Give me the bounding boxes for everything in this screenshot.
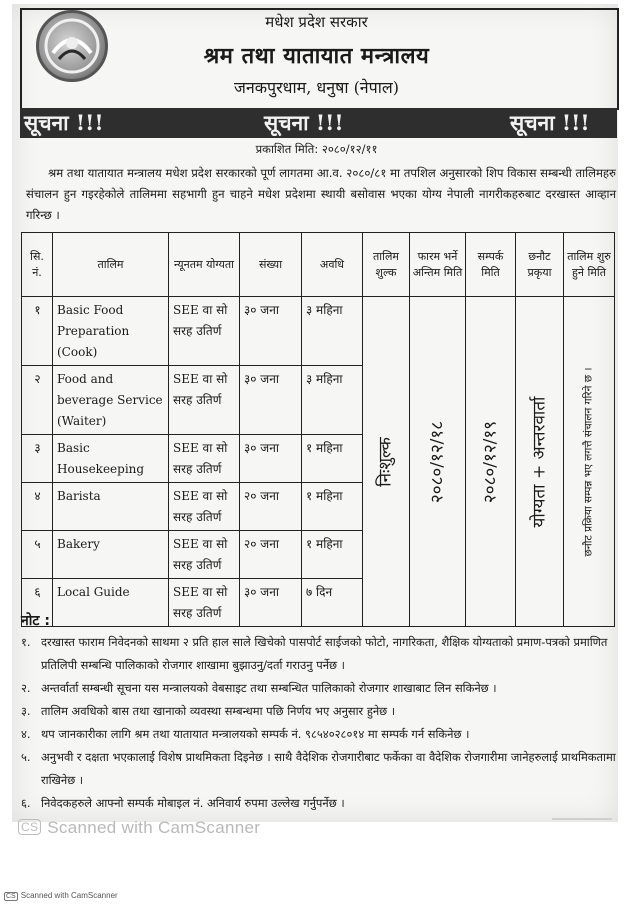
footer-watermark-text: Scanned with CamScanner bbox=[20, 891, 118, 900]
row-seats: ३० जना bbox=[240, 435, 302, 483]
note-text: थप जानकारीका लागि श्रम तथा यातायात मन्त्रालयको सम्पर्क नं. ९८५४०२८०१४ मा सम्पर्क गर्न सकिनेछ । bbox=[41, 727, 470, 741]
ministry-name: श्रम तथा यातायात मन्त्रालय bbox=[203, 43, 430, 69]
government-name: मधेश प्रदेश सरकार bbox=[265, 13, 368, 31]
notice-banner bbox=[20, 108, 617, 138]
col-header-deadline: फारम भर्ने अन्तिम मिति bbox=[410, 233, 466, 297]
row-sn: ३ bbox=[22, 435, 53, 483]
note-item bbox=[21, 792, 616, 815]
start-date-value: छनौट प्रक्रिया सम्पन्न भए लगत्तै संचालन गरिने छ । bbox=[582, 367, 595, 556]
row-sn: ५ bbox=[22, 531, 53, 579]
selection-cell bbox=[516, 297, 564, 627]
notes-title: नोट : bbox=[21, 613, 50, 629]
note-item bbox=[21, 746, 616, 792]
row-sn: २ bbox=[22, 366, 53, 435]
published-date: प्रकाशित मिति: २०८०/१२/११ bbox=[255, 142, 378, 156]
col-header-qualification: न्यूनतम योग्यता bbox=[169, 233, 240, 297]
note-number: २. bbox=[21, 681, 31, 695]
row-duration: ३ महिना bbox=[302, 366, 363, 435]
row-qualification: SEE वा सो सरह उतिर्ण bbox=[169, 531, 240, 579]
camscanner-watermark bbox=[18, 818, 260, 838]
col-header-seats: संख्या bbox=[240, 233, 302, 297]
row-training: Food and beverage Service (Waiter) bbox=[53, 366, 169, 435]
camscanner-small-logo-icon: CS bbox=[6, 893, 16, 900]
note-text: अन्तर्वार्ता सम्बन्धी सूचना यस मन्त्रालयको वेबसाइट तथा सम्बन्धित पालिकाको रोजगार शाखाबाट लिन सकिनेछ । bbox=[41, 681, 497, 695]
row-sn: ६ bbox=[22, 579, 53, 627]
note-item bbox=[21, 700, 616, 723]
row-duration: १ महिना bbox=[302, 531, 363, 579]
notes-list bbox=[21, 631, 616, 815]
note-item bbox=[21, 677, 616, 700]
contact-date-cell bbox=[466, 297, 516, 627]
row-qualification: SEE वा सो सरह उतिर्ण bbox=[169, 366, 240, 435]
row-seats: २० जना bbox=[240, 483, 302, 531]
row-seats: ३० जना bbox=[240, 579, 302, 627]
row-qualification: SEE वा सो सरह उतिर्ण bbox=[169, 579, 240, 627]
deadline-cell bbox=[410, 297, 466, 627]
table-row bbox=[22, 297, 615, 366]
row-training: Bakery bbox=[53, 531, 169, 579]
row-sn: ४ bbox=[22, 483, 53, 531]
col-header-contact-date: सम्पर्क मिति bbox=[466, 233, 516, 297]
row-qualification: SEE वा सो सरह उतिर्ण bbox=[169, 297, 240, 366]
ministry-address: जनकपुरधाम, धनुषा (नेपाल) bbox=[233, 78, 400, 97]
intro-paragraph: श्रम तथा यातायात मन्त्रालय मधेश प्रदेश सरकारको पूर्ण लागतमा आ.व. २०८०/८१ मा तपशिल अनुसारको शिप विकास सम्बन्धी तालिमहरु संचालन हुन गइरहेकोले तालिममा सहभागी हुन चाहने मधेश प्रदेशमा स्थायी बसोवास भएका योग्य नेपाली नागरीकहरुबाट दरखास्त आव्हान गरिन्छ । bbox=[26, 166, 616, 222]
row-duration: ७ दिन bbox=[302, 579, 363, 627]
row-seats: ३० जना bbox=[240, 366, 302, 435]
fee-value: निःशुल्क bbox=[375, 436, 396, 487]
row-training: Basic Food Preparation (Cook) bbox=[53, 297, 169, 366]
note-text: दरखास्त फाराम निवेदनको साथमा २ प्रति हाल साले खिचेको पासपोर्ट साईजको फोटो, नागरिकता, शैक्षिक योग्यताको प्रमाण-पत्रको प्रमाणित प्रतिलिपी सम्बन्धि पालिकाको रोजगार शाखामा बुझाउनु/दर्ता गराउनु पर्नेछ । bbox=[41, 635, 608, 672]
row-sn: १ bbox=[22, 297, 53, 366]
footer-watermark bbox=[4, 891, 118, 901]
col-header-duration: अवधि bbox=[302, 233, 363, 297]
training-table bbox=[21, 232, 615, 627]
camscanner-logo-icon: CS bbox=[18, 819, 41, 835]
row-training: Barista bbox=[53, 483, 169, 531]
note-item bbox=[21, 631, 616, 677]
selection-value: योग्यता + अन्तरवार्ता bbox=[529, 396, 549, 527]
notice-label-center: सूचना !!! bbox=[262, 108, 346, 138]
note-number: ४. bbox=[21, 727, 31, 741]
note-number: ६. bbox=[21, 796, 31, 810]
row-seats: ३० जना bbox=[240, 297, 302, 366]
start-date-cell bbox=[564, 297, 615, 627]
col-header-training: तालिम bbox=[53, 233, 169, 297]
row-training: Basic Housekeeping bbox=[53, 435, 169, 483]
row-qualification: SEE वा सो सरह उतिर्ण bbox=[169, 483, 240, 531]
contact-date-value: २०८०/१२/१९ bbox=[480, 420, 500, 503]
deadline-value: २०८०/१२/१८ bbox=[427, 420, 447, 503]
col-header-sn: सि. नं. bbox=[22, 233, 53, 297]
row-seats: २० जना bbox=[240, 531, 302, 579]
note-number: ५. bbox=[21, 750, 31, 764]
note-number: १. bbox=[21, 635, 31, 649]
page-corner-line bbox=[552, 818, 612, 820]
note-text: निवेदकहरुले आफ्नो सम्पर्क मोबाइल नं. अनिवार्य रुपमा उल्लेख गर्नुपर्नेछ । bbox=[41, 796, 345, 810]
row-duration: ३ महिना bbox=[302, 297, 363, 366]
row-duration: १ महिना bbox=[302, 483, 363, 531]
row-training: Local Guide bbox=[53, 579, 169, 627]
col-header-selection: छनौट प्रकृया bbox=[516, 233, 564, 297]
note-number: ३. bbox=[21, 704, 31, 718]
col-header-fee: तालिम शुल्क bbox=[363, 233, 410, 297]
note-text: तालिम अवधिको बास तथा खानाको व्यवस्था सम्बन्धमा पछि निर्णय भए अनुसार हुनेछ । bbox=[41, 704, 396, 718]
col-header-start-date: तालिम शुरु हुने मिति bbox=[564, 233, 615, 297]
notice-label-right: सूचना !!! bbox=[508, 108, 592, 138]
watermark-text: Scanned with CamScanner bbox=[47, 818, 261, 837]
fee-cell bbox=[363, 297, 410, 627]
notice-label-left: सूचना !!! bbox=[22, 108, 106, 138]
note-text: अनुभवी र दक्षता भएकालाई विशेष प्राथमिकता दिइनेछ । साथै वैदेशिक रोजगारीबाट फर्केका वा वैदेशिक रोजगारीमा जानेहरुलाई प्राथमिकतामा राखिनेछ । bbox=[41, 750, 616, 787]
row-duration: १ महिना bbox=[302, 435, 363, 483]
note-item bbox=[21, 723, 616, 746]
row-qualification: SEE वा सो सरह उतिर्ण bbox=[169, 435, 240, 483]
